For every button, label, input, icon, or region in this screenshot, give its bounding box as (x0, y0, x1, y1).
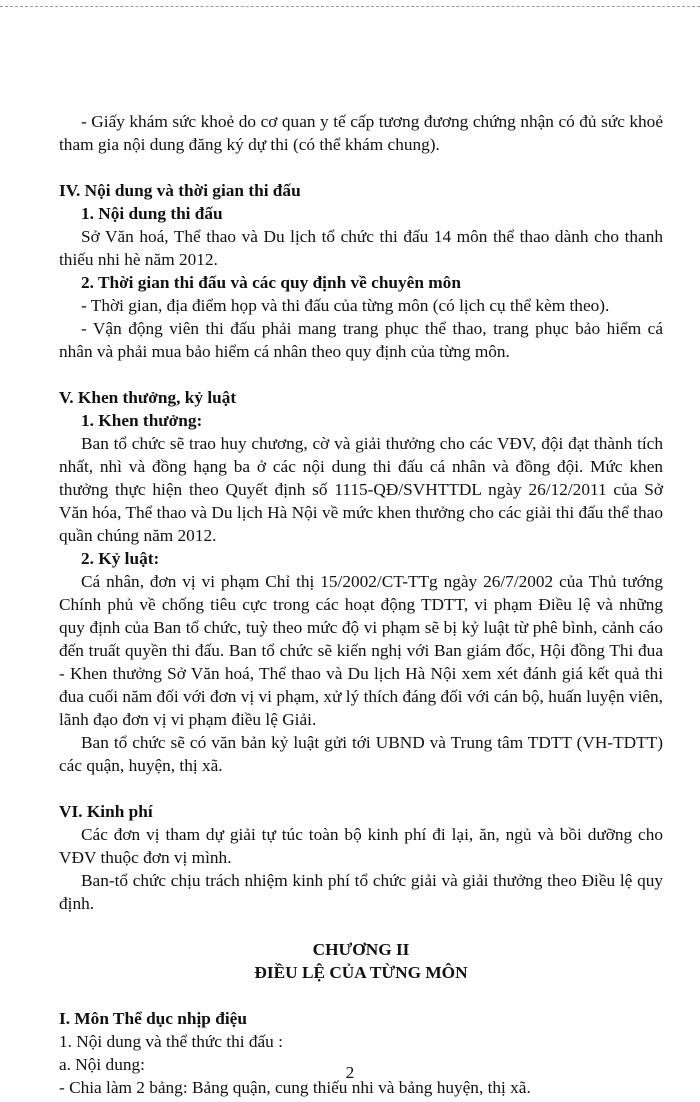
subsection-iv-2-heading: 2. Thời gian thi đấu và các quy định về chuyên môn (81, 273, 461, 292)
sport-1-groups: - Chia làm 2 bảng: Bảng quận, cung thiếu nhi và bảng huyện, thị xã. (59, 1078, 531, 1097)
subsection-v-1-heading: 1. Khen thưởng: (81, 411, 203, 430)
section-v-heading: V. Khen thưởng, kỷ luật (59, 388, 237, 407)
discipline-paragraph: Cá nhân, đơn vị vi phạm Chỉ thị 15/2002/CT-TTg ngày 26/7/2002 của Thủ tướng Chính phủ về chống tiêu cực trong các hoạt động TDTT, vi phạm Điều lệ và những quy định của Ban tổ chức, tuỳ theo mức độ vi phạm sẽ bị kỷ luật từ phê bình, cảnh cáo đến truất quyền thi đấu. Ban tổ chức sẽ kiến nghị với Ban giám đốc, Hội đồng Thi đua - Khen thưởng Sở Văn hoá, Thể thao và Du lịch Hà Nội xem xét đánh giá kết quả thi đua cuối năm đối với đơn vị vi phạm, xử lý thích đáng đối với cán bộ, huấn luyện viên, lãnh đạo đơn vị vi phạm điều lệ Giải. (59, 572, 663, 729)
document-page (59, 110, 663, 1099)
health-certificate-paragraph: - Giấy khám sức khoẻ do cơ quan y tế cấp tương đương chứng nhận có đủ sức khoẻ tham gia nội dung đăng ký dự thi (có thể khám chung). (59, 112, 663, 154)
subsection-iv-1-heading: 1. Nội dung thi đấu (81, 204, 223, 223)
sport-1-heading: I. Môn Thể dục nhịp điệu (59, 1009, 247, 1028)
funding-organizer-paragraph: Ban-tổ chức chịu trách nhiệm kinh phí tổ chức giải và giải thưởng theo Điều lệ quy định. (59, 871, 663, 913)
section-iv-heading: IV. Nội dung và thời gian thi đấu (59, 181, 301, 200)
rewards-paragraph: Ban tổ chức sẽ trao huy chương, cờ và giải thưởng cho các VĐV, đội đạt thành tích nhất, nhì và đồng hạng ba ở các nội dung thi đấu cá nhân và đồng đội. Mức khen thưởng thực hiện theo Quyết định số 1115-QĐ/SVHTTDL ngày 26/12/2011 của Sở Văn hóa, Thể thao và Du lịch Hà Nội về mức khen thưởng cho các giải thi đấu thể thao quần chúng năm 2012. (59, 434, 663, 545)
discipline-notice-paragraph: Ban tổ chức sẽ có văn bản kỷ luật gửi tới UBND và Trung tâm TDTT (VH-TDTT) các quận, huyện, thị xã. (59, 733, 663, 775)
scan-top-border (0, 6, 700, 7)
chapter-number: CHƯƠNG II (312, 940, 410, 959)
athlete-uniform-paragraph: - Vận động viên thi đấu phải mang trang phục thể thao, trang phục bảo hiểm cá nhân và phải mua bảo hiểm cá nhân theo quy định của từng môn. (59, 319, 663, 361)
page-number: 2 (345, 1063, 355, 1082)
chapter-title: ĐIỀU LỆ CỦA TỪNG MÔN (254, 963, 468, 982)
sport-1-content-label: a. Nội dung: (59, 1055, 145, 1074)
schedule-paragraph: - Thời gian, địa điểm họp và thi đấu của từng môn (có lịch cụ thể kèm theo). (81, 296, 610, 315)
section-vi-heading: VI. Kinh phí (59, 802, 153, 821)
sport-1-content-format: 1. Nội dung và thể thức thi đấu : (59, 1032, 283, 1051)
competition-content-paragraph: Sở Văn hoá, Thể thao và Du lịch tổ chức thi đấu 14 môn thể thao dành cho thanh thiếu nhi hè năm 2012. (59, 227, 663, 269)
funding-units-paragraph: Các đơn vị tham dự giải tự túc toàn bộ kinh phí đi lại, ăn, ngủ và bồi dưỡng cho VĐV thuộc đơn vị mình. (59, 825, 663, 867)
subsection-v-2-heading: 2. Kỷ luật: (81, 549, 160, 568)
